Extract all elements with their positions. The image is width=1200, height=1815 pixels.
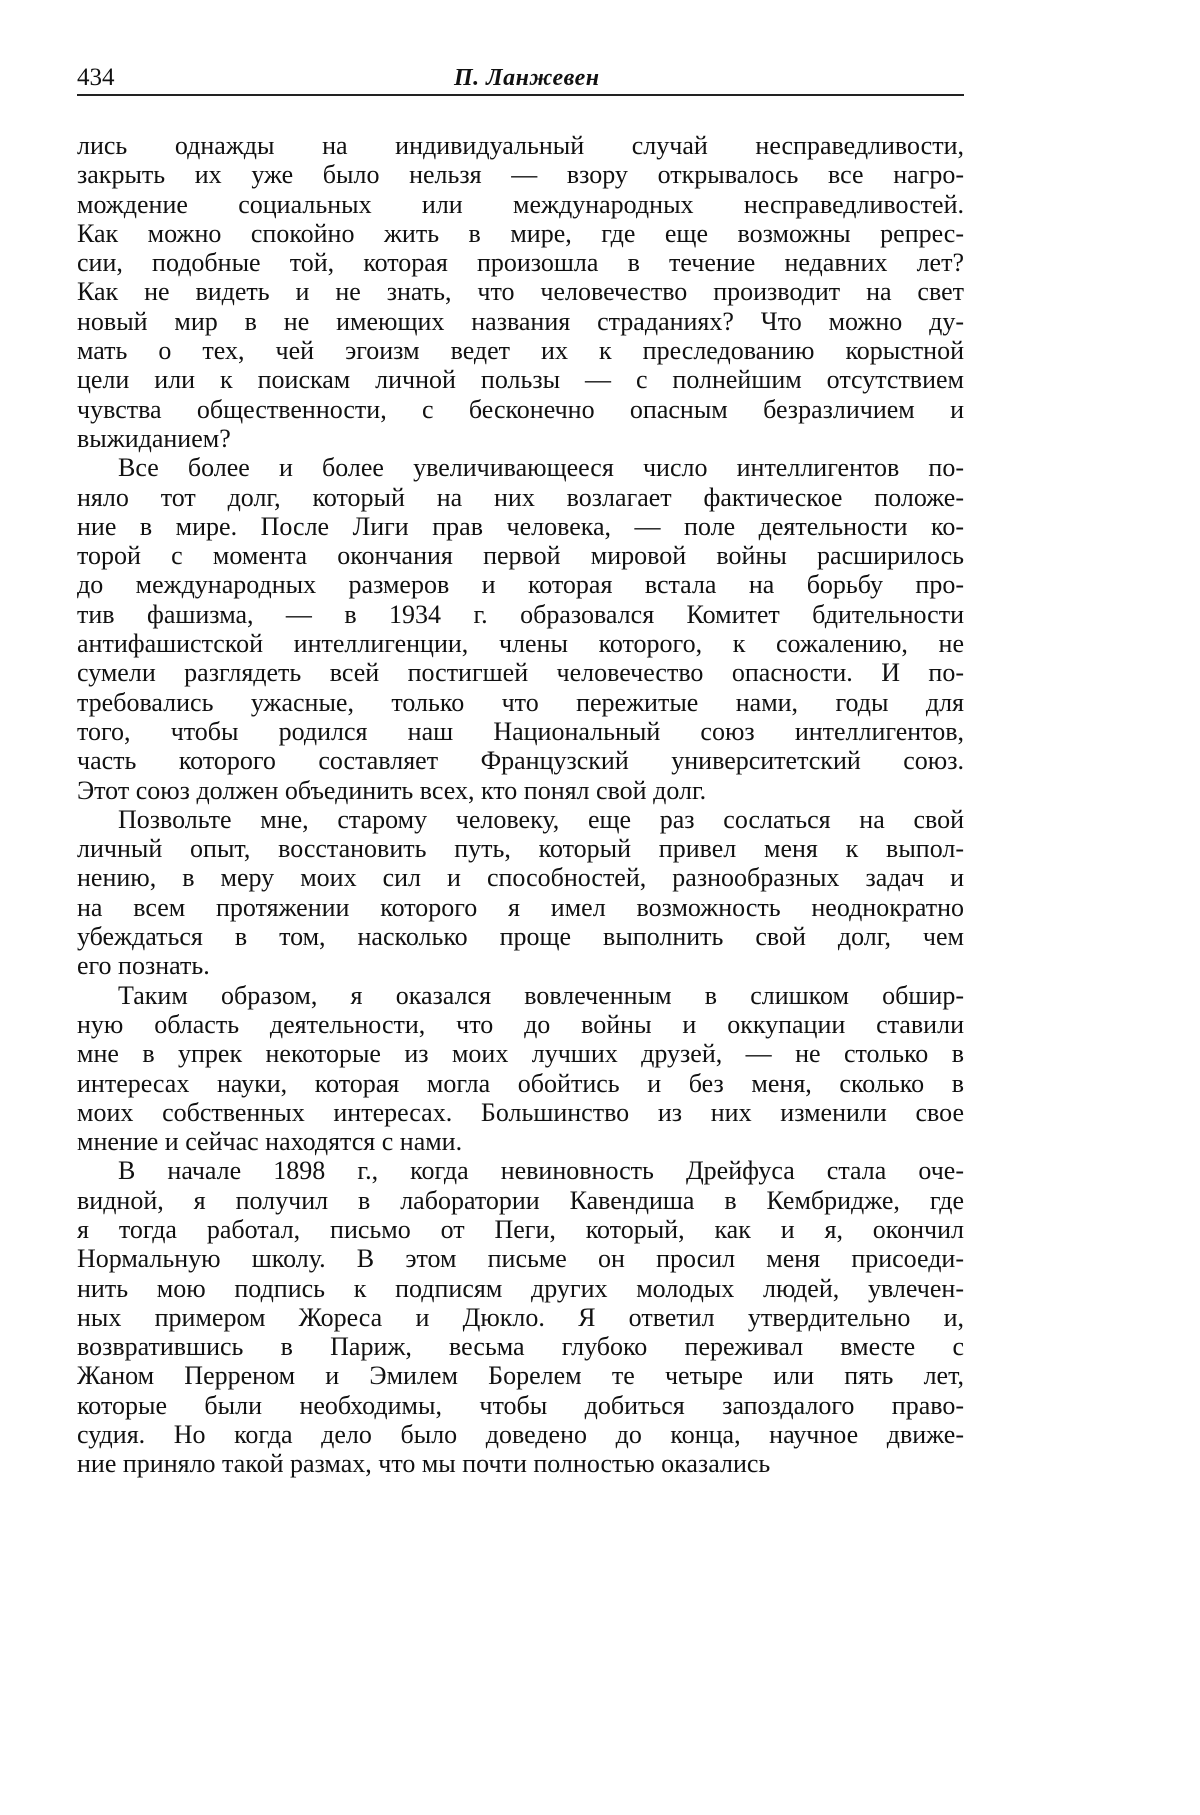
text-line: Как не видеть и не знать, что человечество производит на свет [77, 277, 964, 306]
text-line: Позвольте мне, старому человеку, еще раз сослаться на свой [77, 805, 964, 834]
text-line: мать о тех, чей эгоизм ведет их к преследованию корыстной [77, 336, 964, 365]
text-line: моих собственных интересах. Большинство из них изменили свое [77, 1098, 964, 1127]
text-line: Все более и более увеличивающееся число интеллигентов по- [77, 453, 964, 482]
text-line: нить мою подпись к подписям других молодых людей, увлечен- [77, 1274, 964, 1303]
text-line: нению, в меру моих сил и способностей, разнообразных задач и [77, 863, 964, 892]
page-number: 434 [77, 64, 115, 92]
paragraph [77, 981, 964, 1157]
text-line: Таким образом, я оказался вовлеченным в слишком обшир- [77, 981, 964, 1010]
text-line: лись однажды на индивидуальный случай несправедливости, [77, 131, 964, 160]
text-line: торой с момента окончания первой мировой войны расширилось [77, 541, 964, 570]
text-line: видной, я получил в лаборатории Кавендиша в Кембридже, где [77, 1186, 964, 1215]
text-line: личный опыт, восстановить путь, который привел меня к выпол- [77, 834, 964, 863]
text-line: его познать. [77, 951, 964, 980]
text-line: мождение социальных или международных несправедливостей. [77, 190, 964, 219]
text-line: ние в мире. После Лиги прав человека, — поле деятельности ко- [77, 512, 964, 541]
text-line: Жаном Перреном и Эмилем Борелем те четыре или пять лет, [77, 1361, 964, 1390]
text-line: сии, подобные той, которая произошла в течение недавних лет? [77, 248, 964, 277]
text-line: того, чтобы родился наш Национальный союз интеллигентов, [77, 717, 964, 746]
text-line: закрыть их уже было нельзя — взору открывалось все нагро- [77, 160, 964, 189]
text-line: ных примером Жореса и Дюкло. Я ответил утвердительно и, [77, 1303, 964, 1332]
text-line: я тогда работал, письмо от Пеги, который, как и я, окончил [77, 1215, 964, 1244]
text-line: до международных размеров и которая встала на борьбу про- [77, 570, 964, 599]
text-line: часть которого составляет Французский университетский союз. [77, 746, 964, 775]
text-line: ную область деятельности, что до войны и оккупации ставили [77, 1010, 964, 1039]
paragraph [77, 805, 964, 981]
paragraph [77, 1156, 964, 1478]
text-line: Этот союз должен объединить всех, кто понял свой долг. [77, 776, 964, 805]
text-line: В начале 1898 г., когда невиновность Дрейфуса стала оче- [77, 1156, 964, 1185]
text-line: тив фашизма, — в 1934 г. образовался Комитет бдительности [77, 600, 964, 629]
body-text [77, 131, 964, 1479]
text-line: судия. Но когда дело было доведено до конца, научное движе- [77, 1420, 964, 1449]
text-line: убеждаться в том, насколько проще выполнить свой долг, чем [77, 922, 964, 951]
text-line: ние приняло такой размах, что мы почти полностью оказались [77, 1449, 964, 1478]
paragraph [77, 453, 964, 805]
text-line: выжиданием? [77, 424, 964, 453]
text-line: интересах науки, которая могла обойтись и без меня, сколько в [77, 1069, 964, 1098]
text-line: на всем протяжении которого я имел возможность неоднократно [77, 893, 964, 922]
text-line: Как можно спокойно жить в мире, где еще возможны репрес- [77, 219, 964, 248]
text-line: антифашистской интеллигенции, члены которого, к сожалению, не [77, 629, 964, 658]
text-line: возвратившись в Париж, весьма глубоко переживал вместе с [77, 1332, 964, 1361]
text-line: новый мир в не имеющих названия страданиях? Что можно ду- [77, 307, 964, 336]
text-line: которые были необходимы, чтобы добиться запоздалого право- [77, 1391, 964, 1420]
text-line: няло тот долг, который на них возлагает фактическое положе- [77, 483, 964, 512]
paragraph [77, 131, 964, 453]
running-head [77, 60, 964, 96]
text-line: мне в упрек некоторые из моих лучших друзей, — не столько в [77, 1039, 964, 1068]
text-line: цели или к поискам личной пользы — с полнейшим отсутствием [77, 365, 964, 394]
text-line: Нормальную школу. В этом письме он просил меня присоеди- [77, 1244, 964, 1273]
text-line: мнение и сейчас находятся с нами. [77, 1127, 964, 1156]
text-line: чувства общественности, с бесконечно опасным безразличием и [77, 395, 964, 424]
text-line: сумели разглядеть всей постигшей человечество опасности. И по- [77, 658, 964, 687]
text-line: требовались ужасные, только что пережитые нами, годы для [77, 688, 964, 717]
running-title: П. Ланжевен [454, 64, 600, 92]
book-page [0, 0, 1050, 1588]
